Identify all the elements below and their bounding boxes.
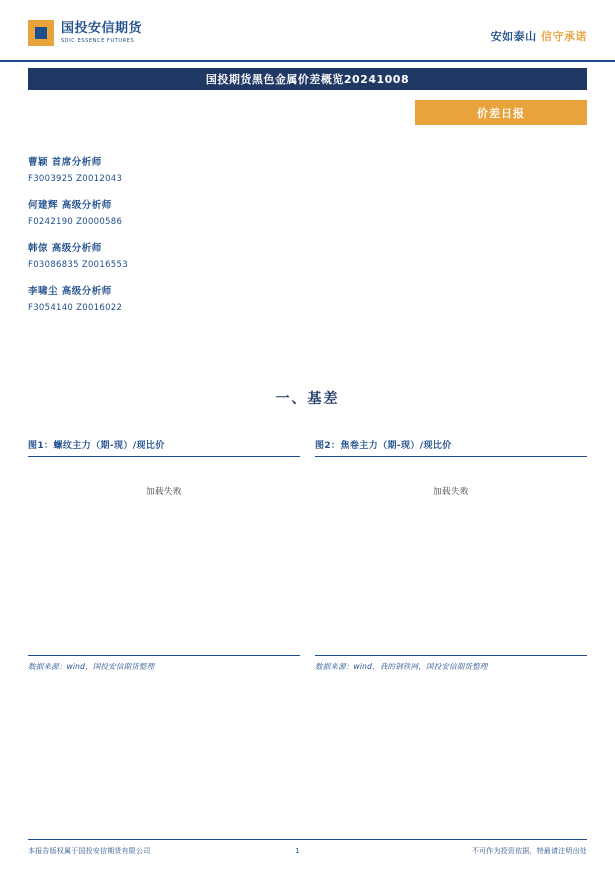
footer-page-number: 1 [295, 847, 300, 855]
figure-load-error-text: 加载失败 [145, 487, 182, 497]
footer-disclaimer: 不可作为投资依据，特最请注明出处 [471, 847, 587, 855]
analyst-name: 曹颖 首席分析师 [28, 157, 102, 168]
figure-source: 数据来源：wind，国投安信期货整理 [28, 655, 300, 672]
company-logo [28, 20, 142, 46]
analyst-entry [28, 241, 288, 273]
logo-company-name-en: SDIC ESSENCE FUTURES [61, 37, 135, 44]
analyst-entry [28, 198, 288, 230]
figure-block [315, 438, 587, 672]
figure-caption: 图1：螺纹主力（期-现）/现比价 [28, 438, 300, 457]
section-heading: 一、基差 [275, 391, 340, 407]
figure-body [315, 457, 587, 655]
logo-company-name-cn: 国投安信期货 [61, 20, 143, 36]
analyst-entry [28, 155, 288, 187]
logo-mark-icon [28, 20, 54, 46]
slogan-part-two: 信守承诺 [541, 30, 587, 43]
document-header [0, 0, 615, 62]
figure-load-error-text: 加载失败 [432, 487, 469, 497]
footer-copyright: 本报告版权属于国投安信期货有限公司 [28, 847, 151, 855]
figure-body [28, 457, 300, 655]
analyst-license-code: F0242190 Z0000586 [28, 217, 123, 227]
analyst-license-code: F3003925 Z0012043 [28, 174, 123, 184]
figure-block [28, 438, 300, 672]
company-slogan [491, 28, 587, 44]
logo-text [61, 22, 142, 45]
analyst-entry [28, 284, 288, 316]
analyst-license-code: F3054140 Z0016022 [28, 303, 123, 313]
analyst-list [28, 155, 288, 327]
document-footer [28, 839, 587, 856]
slogan-part-one: 安如泰山 [490, 30, 537, 43]
analyst-license-code: F03086835 Z0016553 [28, 260, 128, 270]
analyst-name: 李啸尘 高级分析师 [28, 286, 112, 297]
figure-row [28, 438, 587, 672]
figure-source: 数据来源：wind，我的钢铁网，国投安信期货整理 [315, 655, 587, 672]
figure-caption: 图2：焦卷主力（期-现）/现比价 [315, 438, 587, 457]
report-type-badge: 价差日报 [415, 100, 587, 125]
report-title-bar: 国投期货黑色金属价差概览20241008 [28, 68, 587, 90]
analyst-name: 何建辉 高级分析师 [28, 200, 112, 211]
analyst-name: 韩倞 高级分析师 [28, 243, 102, 254]
